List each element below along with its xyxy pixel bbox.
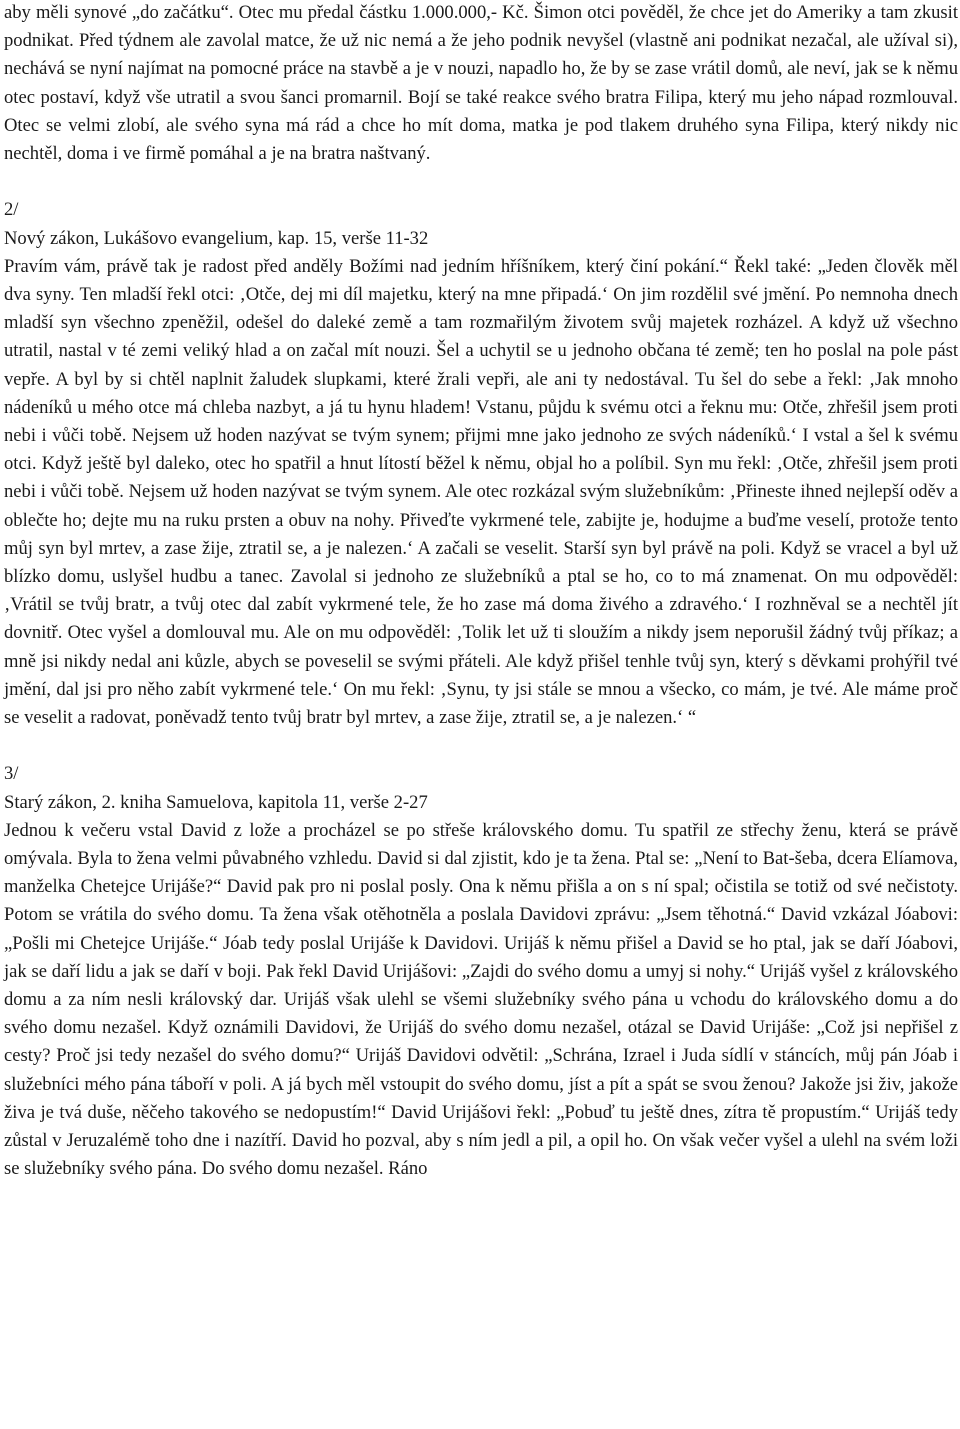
section-reference-samuel: Starý zákon, 2. kniha Samuelova, kapitola 11, verše 2-27 xyxy=(4,791,428,813)
paragraph-prodigal-son: Pravím vám, právě tak je radost před anděly Božími nad jedním hříšníkem, který činí pokání.“ Řekl také: „Jeden člověk měl dva syny. Ten mladší řekl otci: ‚Otče, dej mi díl majetku, který na mne připadá.‘ On jim rozdělil své jmění. Po nemnoha dnech mladší syn všechno zpeněžil, odešel do daleké země a tam rozmařilým životem svůj majetek rozházel. A když už všechno utratil, nastal v té zemi veliký hlad a on začal mít nouzi. Šel a uchytil se u jednoho občana té země; ten ho poslal na pole pást vepře. A byl by si chtěl naplnit žaludek slupkami, které žrali vepři, ale ani ty nedostával. Tu šel do sebe a řekl: ‚Jak mnoho nádeníků u mého otce má chleba nazbyt, a já tu hynu hladem! Vstanu, půjdu k svému otci a řeknu mu: Otče, zhřešil jsem proti nebi i vůči tobě. Nejsem už hoden nazývat se tvým synem; přijmi mne jako jednoho ze svých nádeníků.‘ I vstal a šel k svému otci. Když ještě byl daleko, otec ho spatřil a hnut lítostí běžel k němu, objal ho a políbil. Syn mu řekl: ‚Otče, zhřešil jsem proti nebi i vůči tobě. Nejsem už hoden nazývat se tvým synem. Ale otec rozkázal svým služebníkům: ‚Přineste ihned nejlepší oděv a oblečte ho; dejte mu na ruku prsten a obuv na nohy. Přiveďte vykrmené tele, zabijte je, hodujme a buďme veselí, protože tento můj syn byl mrtev, a zase žije, ztratil se, a je nalezen.‘ A začali se veselit. Starší syn byl právě na poli. Když se vracel a byl už blízko domu, uslyšel hudbu a tanec. Zavolal si jednoho ze služebníků a ptal se ho, co to má znamenat. On mu odpověděl: ‚Vrátil se tvůj bratr, a tvůj otec dal zabít vykrmené tele, že ho zase má doma živého a zdravého.‘ I rozhněval se a nechtěl jít dovnitř. Otec vyšel a domlouval mu. Ale on mu odpověděl: ‚Tolik let už ti sloužím a nikdy jsem neporušil žádný tvůj příkaz; a mně jsi nikdy nedal ani kůzle, abych se poveselil se svými přáteli. Ale když přišel tenhle tvůj syn, který s děvkami prohýřil tvé jmění, dal jsi pro něho zabít vykrmené tele.‘ On mu řekl: ‚Synu, ty jsi stále se mnou a všecko, co mám, je tvé. Ale máme proč se veselit a radovat, poněvadž tento tvůj bratr byl mrtev, a zase žije, ztratil se, a je nalezen.‘ “ xyxy=(4,255,958,729)
paragraph-gap xyxy=(4,732,958,760)
section-reference-luke: Nový zákon, Lukášovo evangelium, kap. 15, verše 11-32 xyxy=(4,227,429,249)
section-number-2: 2/ xyxy=(4,199,19,221)
section-number-3: 3/ xyxy=(4,763,19,785)
paragraph-david-bathsheba: Jednou k večeru vstal David z lože a procházel se po střeše královského domu. Tu spatřil ze střechy ženu, která se právě omývala. Byla to žena velmi půvabného vzhledu. David si dal zjistit, kdo je ta žena. Ptal se: „Není to Bat-šeba, dcera Elíamova, manželka Chetejce Urijáše?“ David pak pro ni poslal posly. Ona k němu přišla a on s ní spal; očistila se totiž od své nečistoty. Potom se vrátila do svého domu. Ta žena však otěhotněla a poslala Davidovi zprávu: „Jsem těhotná.“ David vzkázal Jóabovi: „Pošli mi Chetejce Urijáše.“ Jóab tedy poslal Urijáše k Davidovi. Urijáš k němu přišel a David se ho ptal, jak se daří Jóabovi, jak se daří lidu a jak se daří v boji. Pak řekl David Urijášovi: „Zajdi do svého domu a umyj si nohy.“ Urijáš vyšel z královského domu a za ním nesli královský dar. Urijáš však ulehl se všemi služebníky svého pána u vchodu do královského domu a do svého domu nezašel. Když oznámili Davidovi, že Urijáš do svého domu nezašel, otázal se David Urijáše: „Což jsi nepřišel z cesty? Proč jsi tedy nezašel do svého domu?“ Urijáš Davidovi odvětil: „Schrána, Izrael i Juda sídlí v stáncích, můj pán Jóab i služebníci mého pána táboří v poli. A já bych měl vstoupit do svého domu, jíst a pít a spát se svou ženou? Jakože jsi živ, jakože živa je tvá duše, něčeho takového se nedopustím!“ David Urijášovi řekl: „Pobuď tu ještě dnes, zítra tě propustím.“ Urijáš tedy zůstal v Jeruzalémě toho dne i nazítří. David ho pozval, aby s ním jedl a pil, a opil ho. On však večer vyšel a ulehl na svém loži se služebníky svého pána. Do svého domu nezašel. Ráno xyxy=(4,819,958,1180)
paragraph-gap xyxy=(4,168,958,196)
paragraph-story-continuation: aby měli synové „do začátku“. Otec mu předal částku 1.000.000,- Kč. Šimon otci pověděl, že chce jet do Ameriky a tam zkusit podnikat. Před týdnem ale zavolal matce, že už nic nemá a že jeho podnik nevyšel (vlastně ani podnikat nezačal, ale užíval si), nechává se nyní najímat na pomocné práce na stavbě a je v nouzi, napadlo ho, že by se zase vrátil domů, ale neví, jak se k němu otec postaví, když vše utratil a svou šanci promarnil. Bojí se také reakce svého bratra Filipa, který mu jeho nápad rozmlouval. Otec se velmi zlobí, ale svého syna má rád a chce ho mít doma, matka je pod tlakem druhého syna Filipa, který nikdy nic nechtěl, doma i ve firmě pomáhal a je na bratra naštvaný. xyxy=(4,2,958,165)
document-page xyxy=(4,0,958,1184)
